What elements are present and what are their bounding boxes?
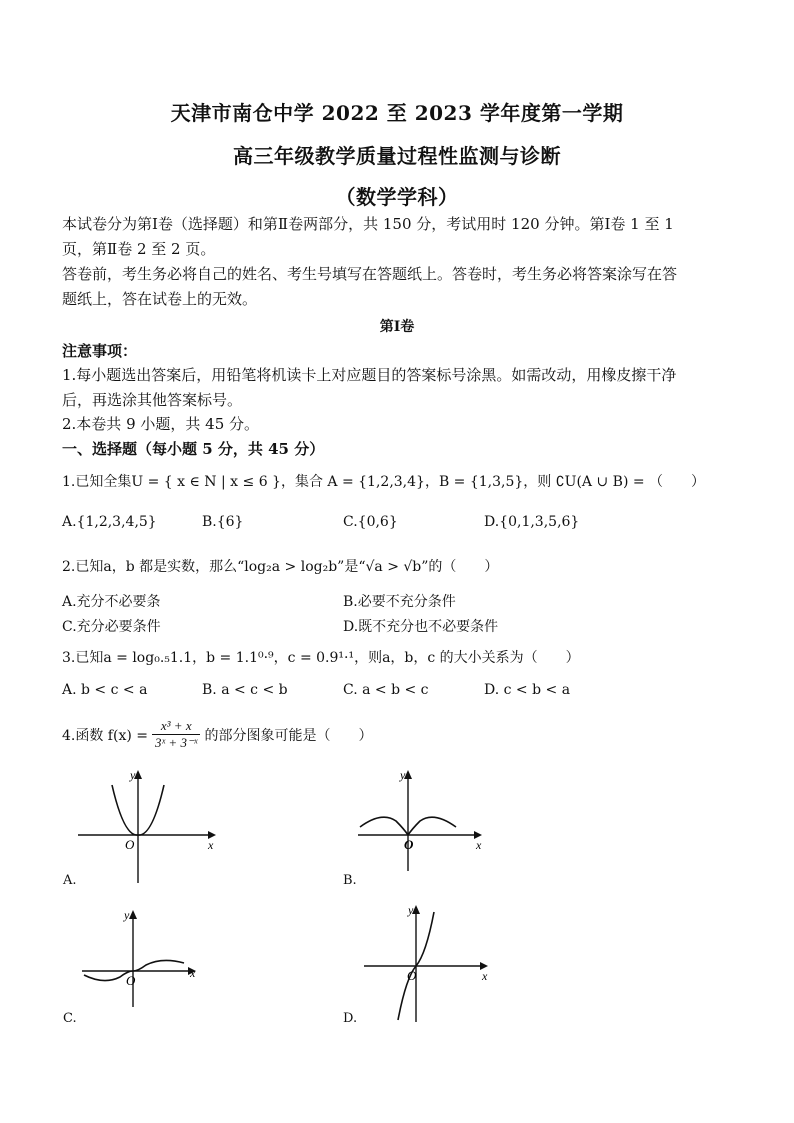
q1-option-c: C.{0,6} — [343, 514, 398, 530]
intro-line-2: 页，第Ⅱ卷 2 至 2 页。 — [62, 240, 216, 258]
q1-stem: 1.已知全集U = { x ∈ N | x ≤ 6 }，集合 A = {1,2,3,4}，B = {1,3,5}，则 ∁U(A ∪ B) = （ ） — [62, 474, 706, 490]
graph-b-x-label: x — [476, 838, 482, 852]
q4-graph-b — [352, 765, 492, 875]
note-1a: 1.每小题选出答案后，用铅笔将机读卡上对应题目的答案标号涂黑。如需改动，用橡皮擦干净 — [62, 366, 677, 384]
q4-graph-c — [80, 905, 210, 1010]
graph-d-x-label: x — [482, 969, 488, 983]
graph-d-origin-label: O — [407, 968, 417, 983]
exam-title-grade: 高三年级教学质量过程性监测与诊断 — [233, 144, 561, 168]
exam-title-school: 天津市南仓中学 2022 至 2023 学年度第一学期 — [170, 101, 624, 125]
q4-label-c: C. — [63, 1011, 77, 1026]
q4-graph-a — [72, 765, 222, 890]
q4-label-a: A. — [63, 873, 77, 888]
section-label: 第Ⅰ卷 — [379, 319, 415, 335]
graph-c-y-arrow — [129, 910, 137, 919]
intro-line-1: 本试卷分为第Ⅰ卷（选择题）和第Ⅱ卷两部分，共 150 分，考试用时 120 分钟。第Ⅰ卷 1 至 1 — [62, 215, 674, 233]
notes-heading: 注意事项： — [62, 342, 138, 360]
q1-option-b: B.{6} — [202, 514, 244, 530]
graph-b-y-label: y — [400, 768, 406, 782]
q3-option-c: C. a < b < c — [343, 682, 429, 698]
q4-stem — [62, 718, 372, 751]
graph-c-y-label: y — [124, 908, 130, 922]
q1-option-a: A.{1,2,3,4,5} — [62, 514, 157, 530]
graph-a-origin-label: O — [125, 837, 135, 852]
q2-option-d: D.既不充分也不必要条件 — [343, 619, 499, 635]
q4-suffix: 的部分图象可能是（ ） — [204, 727, 373, 744]
q4-label-d: D. — [343, 1011, 358, 1026]
q4-graph-d — [360, 900, 495, 1025]
q1-option-d: D.{0,1,3,5,6} — [484, 514, 580, 530]
intro-line-3: 答卷前，考生务必将自己的姓名、考生号填写在答题纸上。答卷时，考生务必将答案涂写在答 — [62, 265, 678, 283]
q4-fraction — [152, 718, 200, 751]
note-2: 2.本卷共 9 小题，共 45 分。 — [62, 415, 260, 433]
q2-option-b: B.必要不充分条件 — [343, 594, 456, 610]
q2-stem: 2.已知a，b 都是实数，那么“log₂a > log₂b”是“√a > √b”的（ ） — [62, 559, 499, 575]
graph-a-x-label: x — [208, 838, 214, 852]
graph-a-y-label: y — [130, 768, 136, 782]
graph-c-origin-label: O — [126, 973, 136, 988]
intro-line-4: 题纸上，答在试卷上的无效。 — [62, 290, 258, 308]
q4-denominator: 3ˣ + 3⁻ˣ — [155, 735, 198, 750]
q4-prefix: 4.函数 f(x) = — [62, 727, 148, 744]
graph-d-y-label: y — [408, 903, 414, 917]
q2-option-c: C.充分必要条件 — [62, 619, 161, 635]
q4-numerator: x³ + x — [160, 718, 192, 733]
graph-c-x-label: x — [190, 966, 196, 980]
q3-stem: 3.已知a = log₀.₅1.1，b = 1.1⁰·⁹，c = 0.9¹·¹，则a，b，c 的大小关系为（ ） — [62, 650, 580, 666]
q3-option-d: D. c < b < a — [484, 682, 571, 698]
graph-b-origin-label: O — [404, 837, 414, 852]
q4-label-b: B. — [343, 873, 357, 888]
part1-heading: 一、选择题（每小题 5 分，共 45 分） — [62, 440, 325, 458]
exam-title-subject: （数学学科） — [335, 185, 459, 209]
q2-option-a: A.充分不必要条 — [62, 594, 161, 610]
q3-option-a: A. b < c < a — [62, 682, 148, 698]
note-1b: 后，再选涂其他答案标号。 — [62, 391, 243, 409]
q3-option-b: B. a < c < b — [202, 682, 288, 698]
